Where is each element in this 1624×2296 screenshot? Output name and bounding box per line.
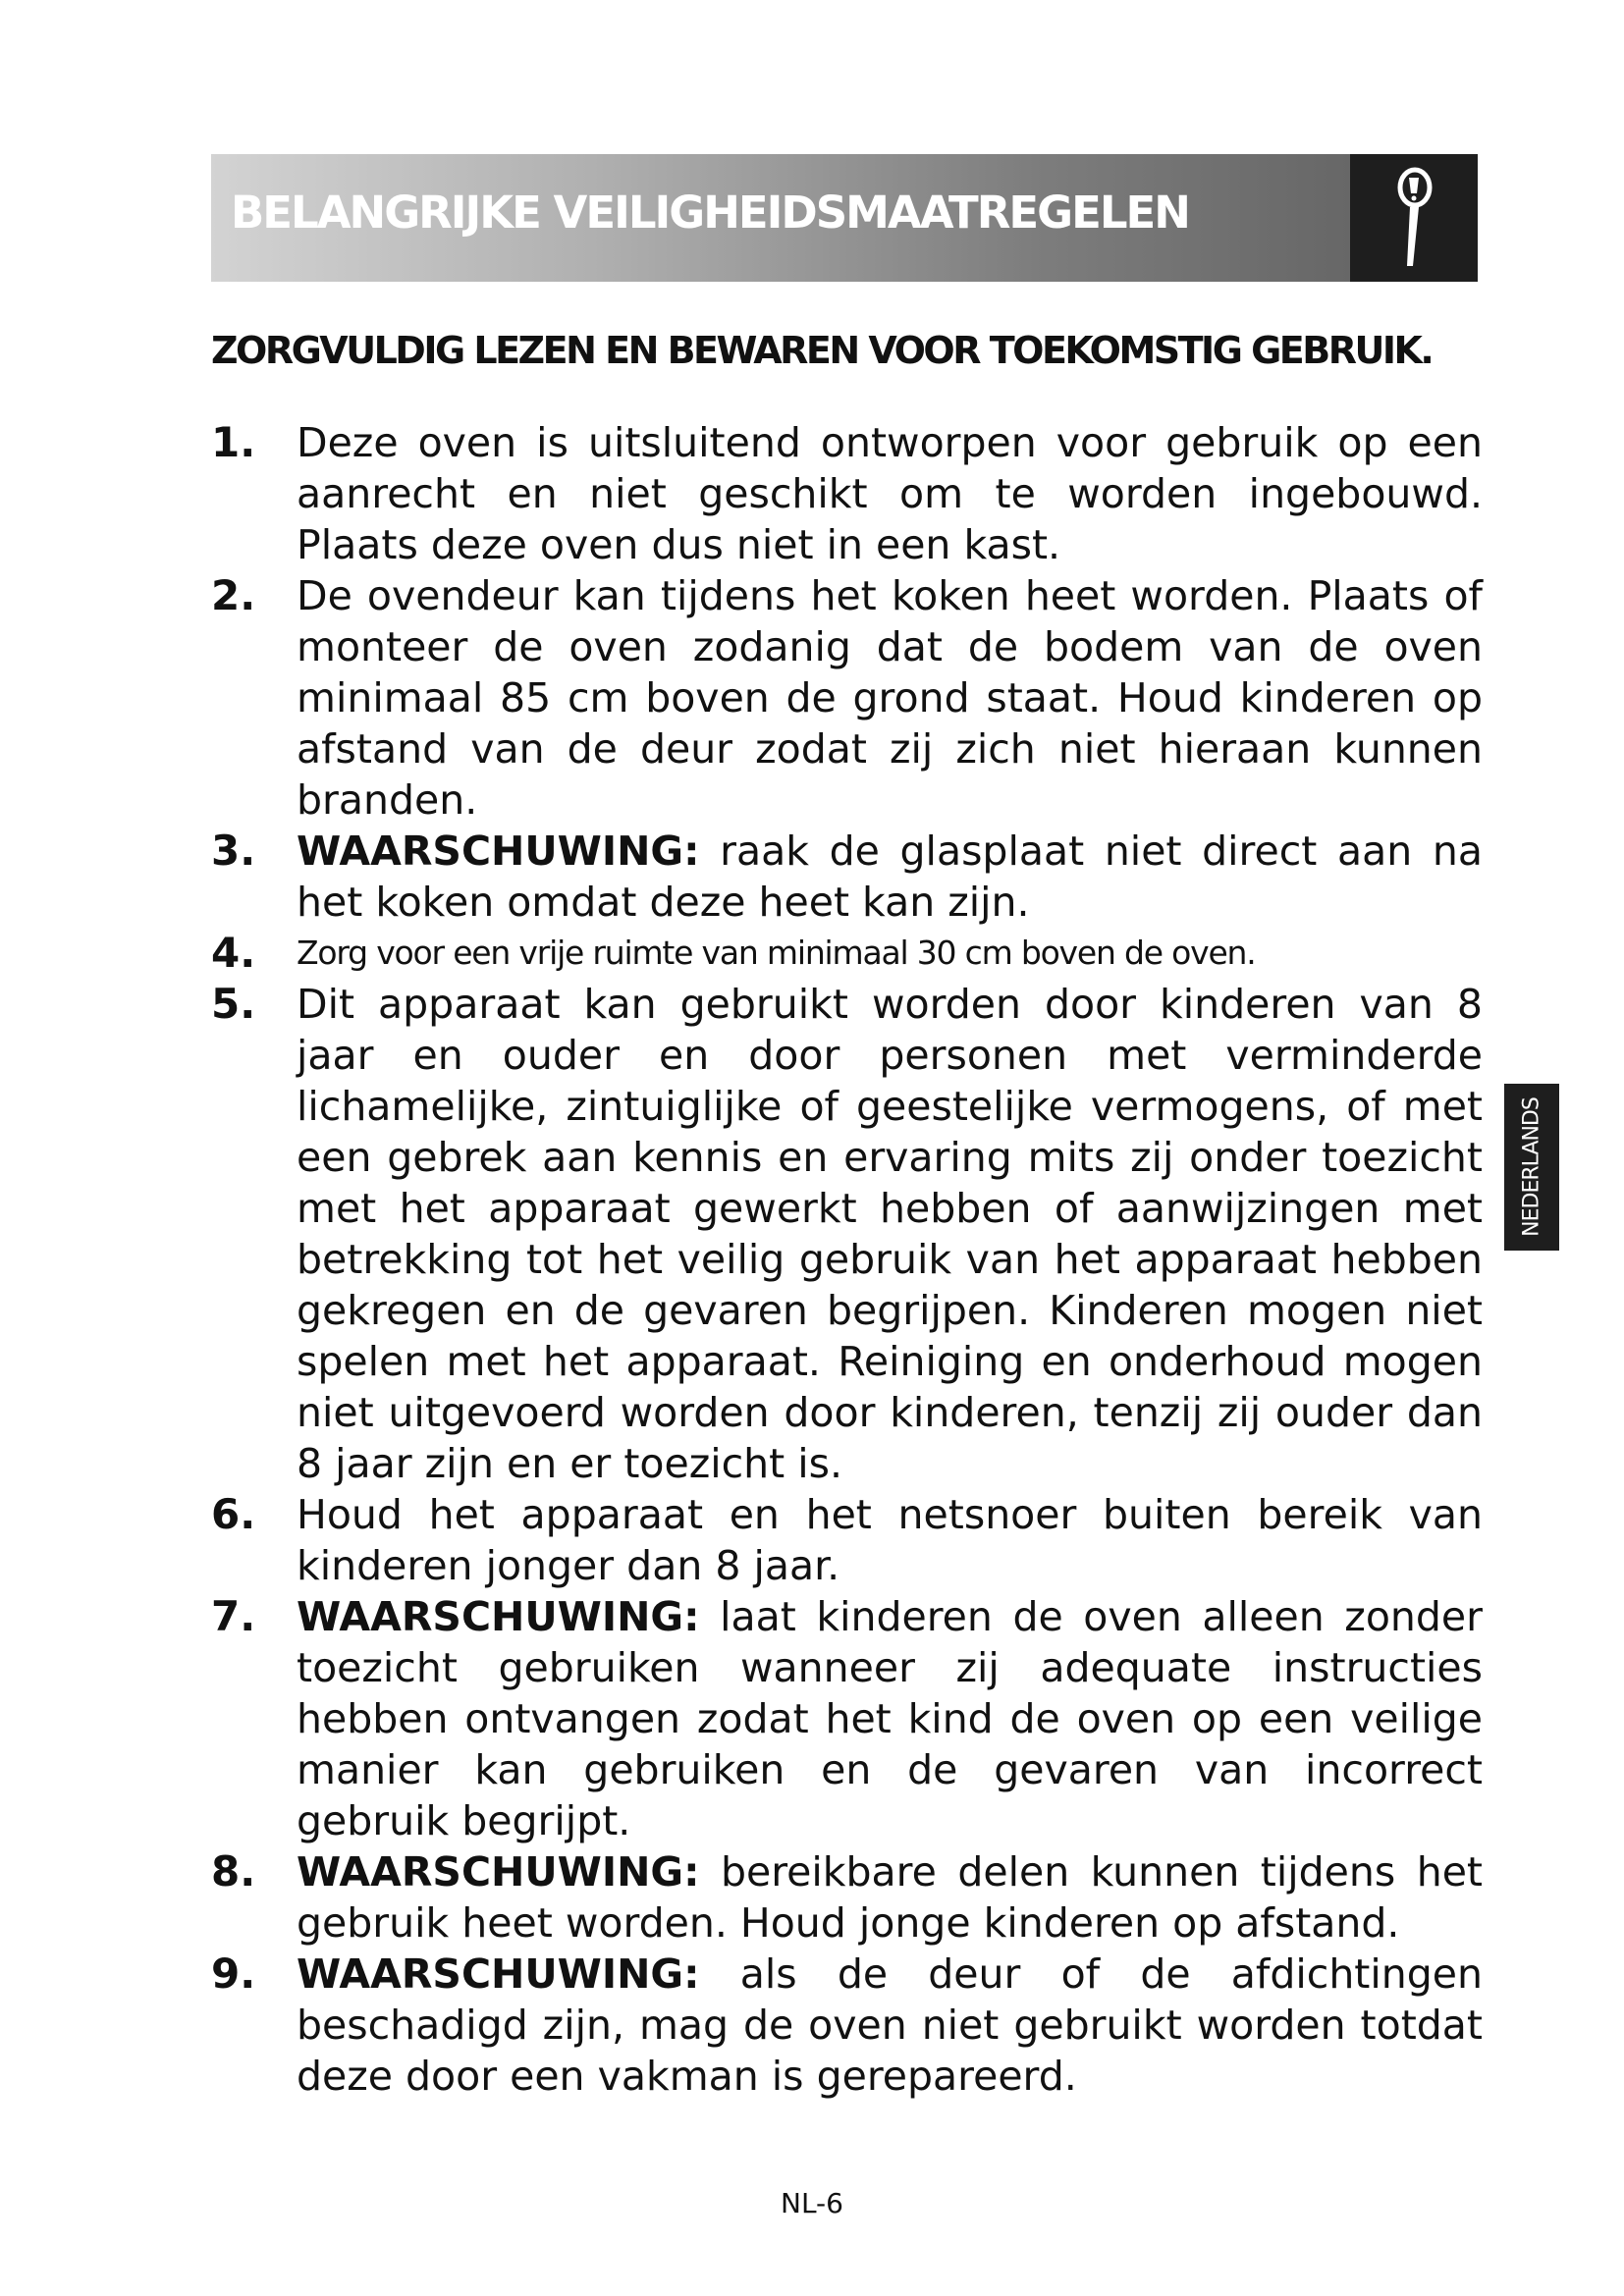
item-number: 5. [211, 980, 256, 1028]
item-number: 3. [211, 827, 256, 875]
safety-item-1 [211, 417, 1483, 570]
item-number: 2. [211, 571, 256, 619]
language-side-tab [1504, 1084, 1559, 1251]
warning-icon-box [1350, 154, 1478, 282]
item-text: De ovendeur kan tijdens het koken heet worden. Plaats of monteer de oven zodanig dat de bodem van de oven minimaal 85 cm boven de grond staat. Houd kinderen op afstand van de deur zodat zij zich niet hieraan kunnen branden. [297, 572, 1483, 824]
item-number: 8. [211, 1847, 256, 1896]
warning-label: WAARSCHUWING: [297, 828, 700, 875]
read-and-keep-notice: ZORGVULDIG LEZEN EN BEWAREN VOOR TOEKOMSTIG GEBRUIK. [211, 329, 1433, 372]
item-text: laat kinderen de oven alleen zonder toezicht gebruiken wanneer zij adequate instructies hebben ontvangen zodat het kind de oven op een veilige manier kan gebruiken en de gevaren van incorrect gebruik begrijpt. [297, 1593, 1483, 1844]
safety-item-3 [211, 826, 1483, 928]
language-label: NEDERLANDS [1519, 1097, 1544, 1237]
item-number: 6. [211, 1490, 256, 1538]
safety-item-6 [211, 1489, 1483, 1591]
page-number: NL-6 [781, 2187, 843, 2219]
item-number: 7. [211, 1592, 256, 1640]
item-number: 1. [211, 418, 256, 466]
safety-item-4 [211, 928, 1483, 979]
section-header-banner [211, 154, 1478, 282]
item-text: bereikbare delen kunnen tijdens het gebruik heet worden. Houd jonge kinderen op afstand. [297, 1848, 1483, 1947]
item-text: raak de glasplaat niet direct aan na het koken omdat deze heet kan zijn. [297, 828, 1483, 926]
safety-item-9 [211, 1949, 1483, 2102]
item-text: Zorg voor een vrije ruimte van minimaal 30 cm boven de oven. [297, 934, 1256, 972]
item-number: 4. [211, 929, 256, 977]
safety-item-5 [211, 979, 1483, 1489]
safety-list [211, 417, 1483, 2102]
item-text: als de deur of de afdichtingen beschadigd zijn, mag de oven niet gebruikt worden totdat deze door een vakman is gerepareerd. [297, 1950, 1483, 2100]
section-title: BELANGRIJKE VEILIGHEIDSMAATREGELEN [231, 187, 1189, 239]
item-text: Deze oven is uitsluitend ontworpen voor gebruik op een aanrecht en niet geschikt om te worden ingebouwd. Plaats deze oven dus niet in een kast. [297, 419, 1483, 568]
safety-item-7 [211, 1591, 1483, 1846]
warning-label: WAARSCHUWING: [297, 1950, 700, 1998]
item-text: Dit apparaat kan gebruikt worden door kinderen van 8 jaar en ouder en door personen met verminderde lichamelijke, zintuiglijke of geestelijke vermogens, of met een gebrek aan kennis en ervaring mits zij onder toezicht met het apparaat gewerkt hebben of aanwijzingen met betrekking tot het veilig gebruik van het apparaat hebben gekregen en de gevaren begrijpen. Kinderen mogen niet spelen met het apparaat. Reiniging en onderhoud mogen niet uitgevoerd worden door kinderen, tenzij zij ouder dan 8 jaar zijn en er toezicht is. [297, 981, 1483, 1487]
item-number: 9. [211, 1949, 256, 1998]
safety-item-2 [211, 570, 1483, 826]
warning-exclamation-icon [1350, 154, 1478, 282]
item-text: Houd het apparaat en het netsnoer buiten bereik van kinderen jonger dan 8 jaar. [297, 1491, 1483, 1589]
warning-label: WAARSCHUWING: [297, 1593, 700, 1640]
safety-item-8 [211, 1846, 1483, 1949]
warning-label: WAARSCHUWING: [297, 1848, 700, 1896]
